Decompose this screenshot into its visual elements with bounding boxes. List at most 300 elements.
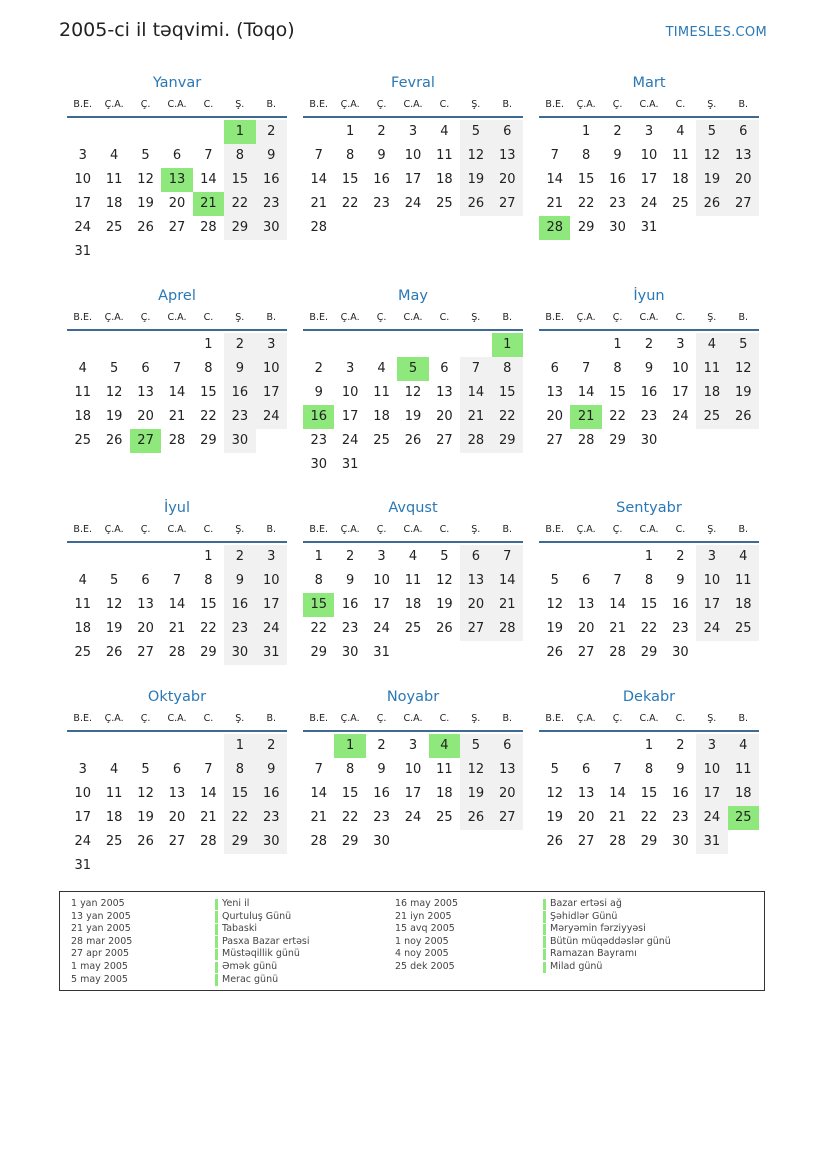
day-cell[interactable]: 24 [256, 617, 287, 641]
day-cell[interactable]: 28 [460, 429, 491, 453]
day-cell[interactable]: 23 [256, 806, 287, 830]
day-cell[interactable]: 26 [137, 834, 154, 849]
day-cell[interactable]: 6 [460, 545, 491, 569]
holiday-day-cell[interactable]: 21 [570, 405, 601, 429]
day-cell[interactable]: 16 [373, 172, 390, 187]
day-cell[interactable]: 5 [440, 549, 449, 564]
day-cell[interactable]: 20 [728, 168, 759, 192]
day-cell[interactable]: 8 [492, 357, 523, 381]
day-cell[interactable]: 7 [613, 762, 622, 777]
day-cell[interactable]: 22 [341, 810, 359, 825]
day-cell[interactable]: 6 [550, 361, 559, 376]
day-cell[interactable]: 2 [377, 124, 386, 139]
day-cell[interactable]: 11 [74, 597, 91, 612]
day-cell[interactable]: 26 [404, 433, 422, 448]
day-cell[interactable]: 6 [492, 120, 523, 144]
day-cell[interactable]: 20 [137, 621, 154, 636]
day-cell[interactable]: 21 [546, 196, 563, 211]
day-cell[interactable]: 14 [168, 385, 186, 400]
day-cell[interactable]: 29 [224, 830, 255, 854]
day-cell[interactable]: 9 [314, 385, 323, 400]
day-cell[interactable]: 6 [492, 734, 523, 758]
day-cell[interactable]: 12 [546, 786, 563, 801]
day-cell[interactable]: 21 [310, 196, 327, 211]
day-cell[interactable]: 18 [436, 786, 453, 801]
day-cell[interactable]: 23 [224, 405, 255, 429]
day-cell[interactable]: 1 [204, 549, 213, 564]
day-cell[interactable]: 21 [168, 409, 186, 424]
day-cell[interactable]: 27 [728, 192, 759, 216]
day-cell[interactable]: 18 [74, 621, 91, 636]
day-cell[interactable]: 22 [609, 409, 626, 424]
day-cell[interactable]: 27 [460, 617, 491, 641]
day-cell[interactable]: 11 [672, 148, 689, 163]
day-cell[interactable]: 8 [644, 762, 654, 777]
day-cell[interactable]: 3 [256, 333, 287, 357]
day-cell[interactable]: 28 [577, 433, 595, 448]
day-cell[interactable]: 16 [609, 172, 626, 187]
day-cell[interactable]: 26 [137, 220, 154, 235]
day-cell[interactable]: 24 [672, 409, 689, 424]
day-cell[interactable]: 11 [436, 762, 453, 777]
day-cell[interactable]: 17 [373, 597, 390, 612]
day-cell[interactable]: 25 [436, 196, 453, 211]
day-cell[interactable]: 15 [492, 381, 523, 405]
day-cell[interactable]: 24 [256, 405, 287, 429]
day-cell[interactable]: 10 [256, 569, 287, 593]
day-cell[interactable]: 7 [204, 148, 213, 163]
day-cell[interactable]: 21 [310, 810, 327, 825]
day-cell[interactable]: 27 [168, 220, 186, 235]
day-cell[interactable]: 7 [492, 545, 523, 569]
day-cell[interactable]: 7 [550, 148, 559, 163]
day-cell[interactable]: 26 [460, 806, 491, 830]
day-cell[interactable]: 9 [256, 144, 287, 168]
day-cell[interactable]: 23 [609, 196, 626, 211]
day-cell[interactable]: 27 [577, 645, 595, 660]
day-cell[interactable]: 23 [373, 810, 390, 825]
day-cell[interactable]: 23 [640, 409, 658, 424]
day-cell[interactable]: 14 [546, 172, 563, 187]
day-cell[interactable]: 29 [224, 216, 255, 240]
day-cell[interactable]: 30 [224, 429, 255, 453]
day-cell[interactable]: 1 [581, 124, 591, 139]
day-cell[interactable]: 14 [609, 597, 626, 612]
day-cell[interactable]: 15 [341, 172, 359, 187]
day-cell[interactable]: 15 [200, 385, 217, 400]
day-cell[interactable]: 15 [341, 786, 359, 801]
day-cell[interactable]: 3 [408, 124, 418, 139]
day-cell[interactable]: 5 [109, 573, 119, 588]
day-cell[interactable]: 5 [109, 361, 119, 376]
day-cell[interactable]: 21 [609, 810, 626, 825]
day-cell[interactable]: 17 [256, 381, 287, 405]
day-cell[interactable]: 8 [581, 148, 591, 163]
day-cell[interactable]: 10 [74, 172, 91, 187]
day-cell[interactable]: 10 [74, 786, 91, 801]
day-cell[interactable]: 10 [341, 385, 359, 400]
day-cell[interactable]: 11 [74, 385, 91, 400]
day-cell[interactable]: 12 [137, 786, 154, 801]
day-cell[interactable]: 28 [200, 834, 217, 849]
day-cell[interactable]: 5 [141, 762, 150, 777]
day-cell[interactable]: 27 [492, 192, 523, 216]
day-cell[interactable]: 27 [168, 834, 186, 849]
day-cell[interactable]: 24 [74, 834, 91, 849]
day-cell[interactable]: 29 [341, 834, 359, 849]
holiday-day-cell[interactable]: 21 [193, 192, 224, 216]
day-cell[interactable]: 8 [224, 144, 255, 168]
day-cell[interactable]: 18 [672, 172, 689, 187]
day-cell[interactable]: 29 [310, 645, 327, 660]
day-cell[interactable]: 26 [105, 645, 123, 660]
day-cell[interactable]: 16 [224, 593, 255, 617]
holiday-day-cell[interactable]: 4 [429, 734, 460, 758]
day-cell[interactable]: 4 [109, 148, 119, 163]
holiday-day-cell[interactable]: 1 [224, 120, 255, 144]
holiday-day-cell[interactable]: 15 [303, 593, 334, 617]
day-cell[interactable]: 14 [200, 172, 217, 187]
day-cell[interactable]: 28 [609, 834, 626, 849]
day-cell[interactable]: 2 [676, 738, 685, 753]
day-cell[interactable]: 1 [644, 738, 654, 753]
day-cell[interactable]: 30 [310, 457, 327, 472]
day-cell[interactable]: 22 [640, 621, 658, 636]
day-cell[interactable]: 1 [345, 124, 355, 139]
day-cell[interactable]: 3 [408, 738, 418, 753]
day-cell[interactable]: 19 [546, 621, 563, 636]
day-cell[interactable]: 25 [672, 196, 689, 211]
day-cell[interactable]: 16 [373, 786, 390, 801]
day-cell[interactable]: 12 [460, 758, 491, 782]
day-cell[interactable]: 11 [404, 573, 422, 588]
holiday-day-cell[interactable]: 1 [334, 734, 365, 758]
day-cell[interactable]: 8 [224, 758, 255, 782]
day-cell[interactable]: 17 [74, 810, 91, 825]
day-cell[interactable]: 24 [404, 810, 422, 825]
day-cell[interactable]: 9 [377, 762, 386, 777]
day-cell[interactable]: 23 [341, 621, 359, 636]
day-cell[interactable]: 20 [168, 196, 186, 211]
day-cell[interactable]: 27 [436, 433, 453, 448]
day-cell[interactable]: 2 [224, 333, 255, 357]
day-cell[interactable]: 25 [436, 810, 453, 825]
day-cell[interactable]: 29 [577, 220, 595, 235]
day-cell[interactable]: 23 [256, 192, 287, 216]
day-cell[interactable]: 30 [256, 216, 287, 240]
day-cell[interactable]: 21 [168, 621, 186, 636]
day-cell[interactable]: 25 [728, 617, 759, 641]
day-cell[interactable]: 17 [696, 782, 727, 806]
day-cell[interactable]: 11 [728, 569, 759, 593]
day-cell[interactable]: 28 [492, 617, 523, 641]
day-cell[interactable]: 29 [200, 645, 217, 660]
day-cell[interactable]: 30 [341, 645, 359, 660]
day-cell[interactable]: 2 [644, 337, 654, 352]
day-cell[interactable]: 7 [172, 573, 182, 588]
day-cell[interactable]: 16 [640, 385, 658, 400]
day-cell[interactable]: 14 [492, 569, 523, 593]
day-cell[interactable]: 4 [440, 124, 449, 139]
day-cell[interactable]: 4 [78, 573, 87, 588]
day-cell[interactable]: 29 [200, 433, 217, 448]
day-cell[interactable]: 21 [200, 810, 217, 825]
day-cell[interactable]: 20 [436, 409, 453, 424]
day-cell[interactable]: 11 [436, 148, 453, 163]
day-cell[interactable]: 31 [341, 457, 359, 472]
day-cell[interactable]: 6 [172, 148, 182, 163]
day-cell[interactable]: 5 [460, 120, 491, 144]
day-cell[interactable]: 16 [256, 782, 287, 806]
day-cell[interactable]: 27 [137, 645, 154, 660]
day-cell[interactable]: 3 [256, 545, 287, 569]
day-cell[interactable]: 14 [310, 786, 327, 801]
day-cell[interactable]: 25 [696, 405, 727, 429]
day-cell[interactable]: 18 [728, 782, 759, 806]
day-cell[interactable]: 29 [640, 834, 658, 849]
day-cell[interactable]: 15 [200, 597, 217, 612]
day-cell[interactable]: 25 [105, 220, 123, 235]
holiday-day-cell[interactable]: 28 [539, 216, 570, 240]
day-cell[interactable]: 24 [404, 196, 422, 211]
day-cell[interactable]: 30 [672, 834, 689, 849]
day-cell[interactable]: 10 [404, 762, 422, 777]
day-cell[interactable]: 20 [460, 593, 491, 617]
day-cell[interactable]: 19 [728, 381, 759, 405]
day-cell[interactable]: 14 [200, 786, 217, 801]
day-cell[interactable]: 6 [440, 361, 449, 376]
day-cell[interactable]: 9 [345, 573, 355, 588]
day-cell[interactable]: 13 [168, 786, 186, 801]
day-cell[interactable]: 14 [609, 786, 626, 801]
day-cell[interactable]: 17 [74, 196, 91, 211]
day-cell[interactable]: 17 [404, 786, 422, 801]
day-cell[interactable]: 12 [105, 385, 123, 400]
day-cell[interactable]: 2 [676, 549, 685, 564]
day-cell[interactable]: 15 [224, 168, 255, 192]
day-cell[interactable]: 30 [640, 433, 658, 448]
day-cell[interactable]: 9 [676, 573, 685, 588]
day-cell[interactable]: 22 [341, 196, 359, 211]
holiday-day-cell[interactable]: 13 [161, 168, 192, 192]
day-cell[interactable]: 27 [546, 433, 563, 448]
day-cell[interactable]: 22 [200, 409, 217, 424]
day-cell[interactable]: 22 [310, 621, 327, 636]
day-cell[interactable]: 12 [696, 144, 727, 168]
day-cell[interactable]: 8 [204, 361, 213, 376]
day-cell[interactable]: 7 [172, 361, 182, 376]
day-cell[interactable]: 5 [141, 148, 150, 163]
day-cell[interactable]: 30 [672, 645, 689, 660]
day-cell[interactable]: 19 [404, 409, 422, 424]
day-cell[interactable]: 13 [436, 385, 453, 400]
day-cell[interactable]: 22 [640, 810, 658, 825]
day-cell[interactable]: 28 [609, 645, 626, 660]
day-cell[interactable]: 26 [728, 405, 759, 429]
day-cell[interactable]: 19 [546, 810, 563, 825]
day-cell[interactable]: 13 [728, 144, 759, 168]
day-cell[interactable]: 19 [436, 597, 453, 612]
day-cell[interactable]: 16 [224, 381, 255, 405]
day-cell[interactable]: 7 [581, 361, 591, 376]
day-cell[interactable]: 26 [546, 834, 563, 849]
day-cell[interactable]: 27 [492, 806, 523, 830]
day-cell[interactable]: 30 [373, 834, 390, 849]
day-cell[interactable]: 5 [728, 333, 759, 357]
day-cell[interactable]: 10 [696, 569, 727, 593]
day-cell[interactable]: 17 [640, 172, 658, 187]
day-cell[interactable]: 20 [492, 782, 523, 806]
day-cell[interactable]: 26 [436, 621, 453, 636]
day-cell[interactable]: 13 [546, 385, 563, 400]
day-cell[interactable]: 12 [137, 172, 154, 187]
day-cell[interactable]: 27 [577, 834, 595, 849]
day-cell[interactable]: 14 [460, 381, 491, 405]
day-cell[interactable]: 6 [172, 762, 182, 777]
day-cell[interactable]: 19 [696, 168, 727, 192]
day-cell[interactable]: 15 [640, 597, 658, 612]
day-cell[interactable]: 16 [256, 168, 287, 192]
day-cell[interactable]: 4 [377, 361, 386, 376]
day-cell[interactable]: 30 [609, 220, 626, 235]
day-cell[interactable]: 4 [408, 549, 418, 564]
day-cell[interactable]: 3 [644, 124, 654, 139]
day-cell[interactable]: 4 [676, 124, 685, 139]
day-cell[interactable]: 16 [341, 597, 359, 612]
day-cell[interactable]: 18 [436, 172, 453, 187]
day-cell[interactable]: 28 [168, 433, 186, 448]
day-cell[interactable]: 2 [224, 545, 255, 569]
day-cell[interactable]: 13 [460, 569, 491, 593]
day-cell[interactable]: 22 [200, 621, 217, 636]
day-cell[interactable]: 24 [640, 196, 658, 211]
day-cell[interactable]: 9 [224, 357, 255, 381]
day-cell[interactable]: 2 [345, 549, 355, 564]
day-cell[interactable]: 20 [577, 810, 595, 825]
day-cell[interactable]: 3 [377, 549, 386, 564]
day-cell[interactable]: 13 [577, 786, 595, 801]
day-cell[interactable]: 22 [577, 196, 595, 211]
day-cell[interactable]: 22 [224, 192, 255, 216]
day-cell[interactable]: 19 [105, 409, 123, 424]
day-cell[interactable]: 26 [696, 192, 727, 216]
day-cell[interactable]: 10 [672, 361, 689, 376]
day-cell[interactable]: 19 [460, 782, 491, 806]
day-cell[interactable]: 21 [609, 621, 626, 636]
day-cell[interactable]: 7 [314, 148, 323, 163]
day-cell[interactable]: 9 [224, 569, 255, 593]
day-cell[interactable]: 1 [613, 337, 622, 352]
day-cell[interactable]: 31 [696, 830, 727, 854]
day-cell[interactable]: 1 [204, 337, 213, 352]
day-cell[interactable]: 19 [137, 810, 154, 825]
day-cell[interactable]: 2 [256, 734, 287, 758]
day-cell[interactable]: 3 [78, 762, 87, 777]
day-cell[interactable]: 16 [672, 597, 689, 612]
day-cell[interactable]: 6 [728, 120, 759, 144]
day-cell[interactable]: 6 [141, 573, 150, 588]
day-cell[interactable]: 11 [728, 758, 759, 782]
day-cell[interactable]: 2 [256, 120, 287, 144]
holiday-day-cell[interactable]: 25 [728, 806, 759, 830]
day-cell[interactable]: 28 [168, 645, 186, 660]
holiday-day-cell[interactable]: 1 [492, 333, 523, 357]
day-cell[interactable]: 14 [310, 172, 327, 187]
day-cell[interactable]: 18 [728, 593, 759, 617]
day-cell[interactable]: 4 [728, 545, 759, 569]
day-cell[interactable]: 8 [314, 573, 323, 588]
day-cell[interactable]: 12 [546, 597, 563, 612]
day-cell[interactable]: 26 [460, 192, 491, 216]
day-cell[interactable]: 6 [581, 762, 591, 777]
day-cell[interactable]: 11 [105, 172, 123, 187]
day-cell[interactable]: 28 [200, 220, 217, 235]
day-cell[interactable]: 23 [224, 617, 255, 641]
day-cell[interactable]: 26 [105, 433, 123, 448]
day-cell[interactable]: 23 [672, 810, 689, 825]
day-cell[interactable]: 19 [105, 621, 123, 636]
day-cell[interactable]: 25 [74, 645, 91, 660]
day-cell[interactable]: 15 [640, 786, 658, 801]
day-cell[interactable]: 9 [377, 148, 386, 163]
day-cell[interactable]: 10 [640, 148, 658, 163]
day-cell[interactable]: 2 [377, 738, 386, 753]
day-cell[interactable]: 5 [696, 120, 727, 144]
day-cell[interactable]: 8 [345, 762, 355, 777]
day-cell[interactable]: 11 [105, 786, 123, 801]
day-cell[interactable]: 12 [404, 385, 422, 400]
day-cell[interactable]: 9 [676, 762, 685, 777]
day-cell[interactable]: 6 [141, 361, 150, 376]
day-cell[interactable]: 28 [310, 834, 327, 849]
day-cell[interactable]: 7 [204, 762, 213, 777]
day-cell[interactable]: 10 [696, 758, 727, 782]
day-cell[interactable]: 5 [550, 573, 559, 588]
day-cell[interactable]: 29 [609, 433, 626, 448]
day-cell[interactable]: 13 [492, 144, 523, 168]
day-cell[interactable]: 23 [373, 196, 390, 211]
day-cell[interactable]: 7 [314, 762, 323, 777]
day-cell[interactable]: 17 [404, 172, 422, 187]
day-cell[interactable]: 12 [728, 357, 759, 381]
day-cell[interactable]: 29 [640, 645, 658, 660]
day-cell[interactable]: 1 [644, 549, 654, 564]
day-cell[interactable]: 2 [613, 124, 622, 139]
day-cell[interactable]: 24 [373, 621, 390, 636]
day-cell[interactable]: 19 [460, 168, 491, 192]
day-cell[interactable]: 8 [613, 361, 622, 376]
day-cell[interactable]: 8 [644, 573, 654, 588]
day-cell[interactable]: 18 [373, 409, 390, 424]
day-cell[interactable]: 30 [256, 830, 287, 854]
holiday-day-cell[interactable]: 5 [397, 357, 428, 381]
day-cell[interactable]: 20 [168, 810, 186, 825]
day-cell[interactable]: 25 [74, 433, 91, 448]
day-cell[interactable]: 18 [404, 597, 422, 612]
day-cell[interactable]: 12 [460, 144, 491, 168]
day-cell[interactable]: 8 [345, 148, 355, 163]
holiday-day-cell[interactable]: 16 [303, 405, 334, 429]
day-cell[interactable]: 21 [492, 593, 523, 617]
day-cell[interactable]: 22 [224, 806, 255, 830]
day-cell[interactable]: 4 [109, 762, 119, 777]
day-cell[interactable]: 7 [460, 357, 491, 381]
day-cell[interactable]: 25 [404, 621, 422, 636]
day-cell[interactable]: 9 [256, 758, 287, 782]
day-cell[interactable]: 31 [373, 645, 390, 660]
day-cell[interactable]: 10 [404, 148, 422, 163]
day-cell[interactable]: 24 [696, 617, 727, 641]
